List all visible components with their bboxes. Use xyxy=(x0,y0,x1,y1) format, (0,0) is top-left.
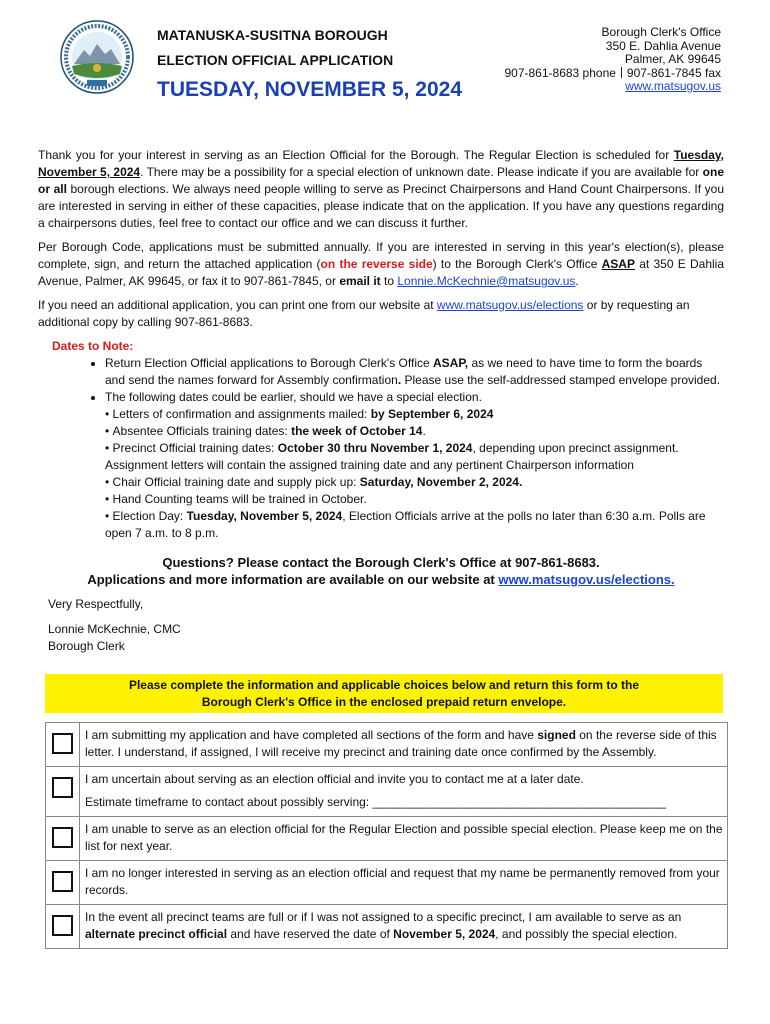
phone-fax-line xyxy=(504,67,721,81)
option-checkbox[interactable] xyxy=(52,915,73,936)
option-text: In the event all precinct teams are full or if I was not assigned to a specific precinct, I am available to serve as an alternate precinct official and have reserved the date of November 5, 2024, and possibly the special election. xyxy=(85,910,682,941)
list-item: • Precinct Official training dates: October 30 thru November 1, 2024, depending upon precinct assignment. Assignment letters will contain the assigned training date and any pertinent Chairperson information xyxy=(105,440,724,474)
website-link[interactable]: www.matsugov.us xyxy=(625,79,721,93)
office-address-line1: 350 E. Dahlia Avenue xyxy=(605,38,721,53)
options-table xyxy=(45,722,728,949)
regular-election-date: Tuesday, November 5, 2024 xyxy=(38,148,724,179)
dates-to-note xyxy=(52,338,724,542)
option-text: I am no longer interested in serving as an election official and request that my name be permanently removed from your records. xyxy=(85,866,720,897)
list-item: • Return Election Official applications to Borough Clerk's Office ASAP, as we need to have time to form the boards and send the names forward for Assembly confirmation. Please use the self-addressed stamped envelope provided. xyxy=(105,355,724,389)
intro-paragraph-2: Per Borough Code, applications must be submitted annually. If you are interested in serving in this year's election(s), please complete, sign, and return the attached application (on the reverse side) to the Borough Clerk's Office ASAP at 350 E Dahlia Avenue, Palmer, AK 99645, or fax it to 907-861-7845, or email it to Lonnie.McKechnie@matsugov.us. xyxy=(38,240,725,288)
option-checkbox[interactable] xyxy=(52,733,73,754)
contact-block xyxy=(504,26,721,94)
list-item: • Absentee Officials training dates: the week of October 14. xyxy=(105,423,724,440)
signer-name: Lonnie McKechnie, CMC xyxy=(48,622,181,636)
option-alternate xyxy=(45,905,728,949)
list-item: • Hand Counting teams will be trained in October. xyxy=(105,491,724,508)
clerk-email-link[interactable]: Lonnie.McKechnie@matsugov.us xyxy=(397,274,576,288)
option-checkbox[interactable] xyxy=(52,871,73,892)
elections-website-link[interactable]: www.matsugov.us/elections xyxy=(436,298,584,312)
intro-paragraph-3: If you need an additional application, you can print one from our website at www.matsugov.us/elections or by requesting an additional copy by calling 907-861-8683. xyxy=(38,298,690,329)
questions-line: Questions? Please contact the Borough Clerk's Office at 907-861-8683. xyxy=(162,555,600,570)
option-checkbox[interactable] xyxy=(52,777,73,798)
list-item: • Election Day: Tuesday, November 5, 2024, Election Officials arrive at the polls no later than 6:30 a.m. Polls are open 7 a.m. to 8 p.m. xyxy=(105,508,724,542)
office-fax: 907-861-7845 fax xyxy=(626,65,721,80)
instructions-banner: Please complete the information and applicable choices below and return this form to the Borough Clerk's Office in the enclosed prepaid return envelope. xyxy=(45,674,723,713)
option-text: I am submitting my application and have completed all sections of the form and have signed on the reverse side of this letter. I understand, if assigned, I will receive my precinct and training date once confirmed by the Assembly. xyxy=(85,728,717,759)
option-submitting xyxy=(45,722,728,767)
signature-block xyxy=(48,596,724,655)
dates-title: Dates to Note: xyxy=(52,339,134,353)
timeframe-field[interactable]: Estimate timeframe to contact about possibly serving: ____________________________________________ xyxy=(85,795,667,809)
election-date-heading: TUESDAY, NOVEMBER 5, 2024 xyxy=(157,78,463,101)
office-address-line2: Palmer, AK 99645 xyxy=(624,52,721,66)
list-item: • Chair Official training date and supply pick up: Saturday, November 2, 2024. xyxy=(105,474,724,491)
salutation: Very Respectfully, xyxy=(48,597,144,611)
option-uncertain xyxy=(45,767,728,817)
borough-name: MATANUSKA-SUSITNA BOROUGH xyxy=(157,27,388,43)
intro-paragraph-1: Thank you for your interest in serving as an Election Official for the Borough. The Regular Election is scheduled for Tuesday, November 5, 2024. There may be a possibility for a special election of unknown date. Please indicate if you are available for one or all borough elections. We always need people willing to serve as Precinct Chairpersons and Hand Count Chairpersons. If you are interested in serving in either of these capacities, please indicate that on the application. If you have any questions regarding a chairpersons duties, feel free to contact our office and we can discuss it further. xyxy=(38,148,724,230)
questions-block xyxy=(38,554,724,588)
letter-body xyxy=(38,147,724,663)
option-remove xyxy=(45,861,728,905)
option-text: I am uncertain about serving as an election official and invite you to contact me at a later date. Estimate timeframe to contact about possibly serving: ____________________________________________ xyxy=(80,767,727,816)
list-item: • The following dates could be earlier, should we have a special election. • Letters of confirmation and assignments mailed: by September 6, 2024 • Absentee Officials training dates: the week of October 14. • Precinct Official training dates: October 30 thru November 1, 2024, depending upon precinct assignment. Assignment letters will contain the assigned training date and any pertinent Chairperson information • Chair Official training date and supply pick up: Saturday, November 2, 2024. • Hand Counting teams will be trained in October. • Election Day: Tuesday, November 5, 2024, Election Officials arrive at the polls no later than 6:30 a.m. Polls are open 7 a.m. to 8 p.m. xyxy=(105,389,724,542)
option-unable xyxy=(45,817,728,861)
elections-website-link-2[interactable]: www.matsugov.us/elections. xyxy=(498,572,675,587)
reverse-side-note: on the reverse side xyxy=(320,257,433,271)
divider xyxy=(621,67,622,78)
option-text: I am unable to serve as an election official for the Regular Election and possible special election. Please keep me on the list for next year. xyxy=(85,822,723,853)
office-name: Borough Clerk's Office xyxy=(601,25,721,39)
office-phone: 907-861-8683 phone xyxy=(504,65,616,80)
applications-line: Applications and more information are available on our website at www.matsugov.us/elections. xyxy=(87,572,675,587)
option-checkbox[interactable] xyxy=(52,827,73,848)
list-item: • Letters of confirmation and assignments mailed: by September 6, 2024 xyxy=(105,406,724,423)
borough-seal-logo xyxy=(60,20,134,94)
form-title: ELECTION OFFICIAL APPLICATION xyxy=(157,52,394,68)
signer-title: Borough Clerk xyxy=(48,639,125,653)
